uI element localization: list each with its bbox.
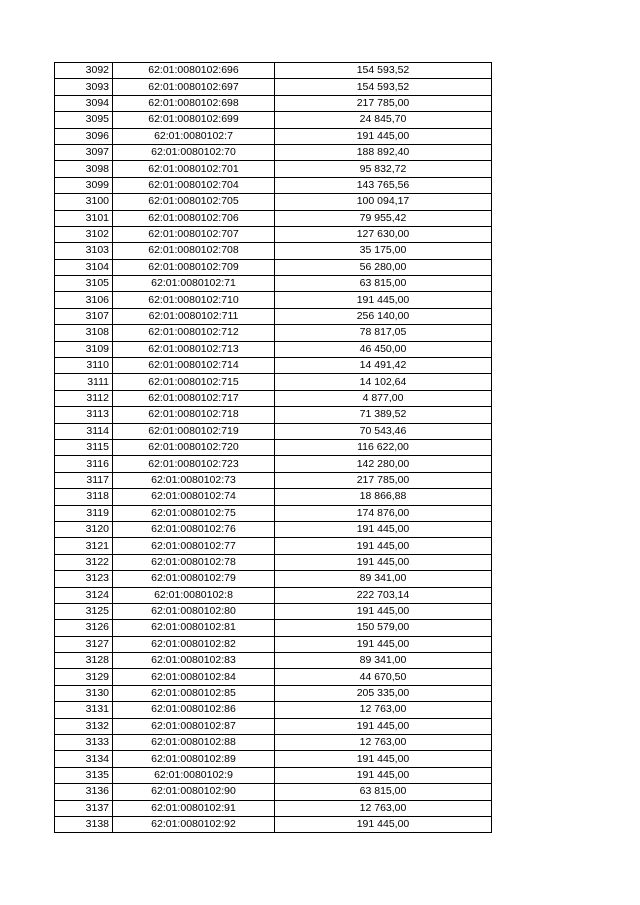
- table-row: [55, 358, 492, 374]
- value-cell: 63 815,00: [275, 784, 492, 800]
- table-row: [55, 702, 492, 718]
- row-number-cell: 3112: [55, 390, 113, 406]
- row-number-cell: 3138: [55, 816, 113, 832]
- table-row: [55, 489, 492, 505]
- value-cell: 89 341,00: [275, 571, 492, 587]
- cadastral-number-cell: 62:01:0080102:704: [113, 177, 275, 193]
- cadastral-number-cell: 62:01:0080102:90: [113, 784, 275, 800]
- cadastral-number-cell: 62:01:0080102:9: [113, 767, 275, 783]
- cadastral-number-cell: 62:01:0080102:706: [113, 210, 275, 226]
- row-number-cell: 3106: [55, 292, 113, 308]
- row-number-cell: 3130: [55, 685, 113, 701]
- cadastral-number-cell: 62:01:0080102:705: [113, 194, 275, 210]
- value-cell: 14 102,64: [275, 374, 492, 390]
- table-row: [55, 784, 492, 800]
- row-number-cell: 3124: [55, 587, 113, 603]
- value-cell: 63 815,00: [275, 276, 492, 292]
- value-cell: 70 543,46: [275, 423, 492, 439]
- cadastral-number-cell: 62:01:0080102:8: [113, 587, 275, 603]
- value-cell: 35 175,00: [275, 243, 492, 259]
- value-cell: 191 445,00: [275, 767, 492, 783]
- table-row: [55, 751, 492, 767]
- row-number-cell: 3120: [55, 521, 113, 537]
- row-number-cell: 3133: [55, 735, 113, 751]
- row-number-cell: 3134: [55, 751, 113, 767]
- value-cell: 12 763,00: [275, 800, 492, 816]
- table-row: [55, 669, 492, 685]
- row-number-cell: 3110: [55, 358, 113, 374]
- table-body: [55, 63, 492, 833]
- value-cell: 12 763,00: [275, 702, 492, 718]
- row-number-cell: 3108: [55, 325, 113, 341]
- table-row: [55, 210, 492, 226]
- row-number-cell: 3132: [55, 718, 113, 734]
- cadastral-value-table: [54, 62, 492, 833]
- table-row: [55, 718, 492, 734]
- table-row: [55, 636, 492, 652]
- cadastral-number-cell: 62:01:0080102:701: [113, 161, 275, 177]
- value-cell: 154 593,52: [275, 79, 492, 95]
- row-number-cell: 3131: [55, 702, 113, 718]
- cadastral-number-cell: 62:01:0080102:723: [113, 456, 275, 472]
- row-number-cell: 3116: [55, 456, 113, 472]
- table-row: [55, 685, 492, 701]
- value-cell: 217 785,00: [275, 472, 492, 488]
- value-cell: 174 876,00: [275, 505, 492, 521]
- row-number-cell: 3122: [55, 554, 113, 570]
- row-number-cell: 3119: [55, 505, 113, 521]
- value-cell: 142 280,00: [275, 456, 492, 472]
- table-row: [55, 325, 492, 341]
- cadastral-number-cell: 62:01:0080102:717: [113, 390, 275, 406]
- table-row: [55, 816, 492, 832]
- table-row: [55, 144, 492, 160]
- value-cell: 256 140,00: [275, 308, 492, 324]
- row-number-cell: 3107: [55, 308, 113, 324]
- cadastral-number-cell: 62:01:0080102:89: [113, 751, 275, 767]
- cadastral-number-cell: 62:01:0080102:71: [113, 276, 275, 292]
- table-row: [55, 194, 492, 210]
- row-number-cell: 3103: [55, 243, 113, 259]
- cadastral-number-cell: 62:01:0080102:696: [113, 63, 275, 79]
- value-cell: 143 765,56: [275, 177, 492, 193]
- table-row: [55, 308, 492, 324]
- table-row: [55, 735, 492, 751]
- value-cell: 188 892,40: [275, 144, 492, 160]
- value-cell: 222 703,14: [275, 587, 492, 603]
- cadastral-number-cell: 62:01:0080102:719: [113, 423, 275, 439]
- table-row: [55, 653, 492, 669]
- value-cell: 56 280,00: [275, 259, 492, 275]
- value-cell: 44 670,50: [275, 669, 492, 685]
- cadastral-number-cell: 62:01:0080102:708: [113, 243, 275, 259]
- row-number-cell: 3092: [55, 63, 113, 79]
- row-number-cell: 3125: [55, 603, 113, 619]
- row-number-cell: 3101: [55, 210, 113, 226]
- table-row: [55, 554, 492, 570]
- cadastral-number-cell: 62:01:0080102:88: [113, 735, 275, 751]
- row-number-cell: 3128: [55, 653, 113, 669]
- cadastral-number-cell: 62:01:0080102:697: [113, 79, 275, 95]
- cadastral-number-cell: 62:01:0080102:720: [113, 439, 275, 455]
- value-cell: 46 450,00: [275, 341, 492, 357]
- value-cell: 191 445,00: [275, 292, 492, 308]
- table-row: [55, 259, 492, 275]
- cadastral-number-cell: 62:01:0080102:91: [113, 800, 275, 816]
- value-cell: 100 094,17: [275, 194, 492, 210]
- value-cell: 78 817,05: [275, 325, 492, 341]
- value-cell: 205 335,00: [275, 685, 492, 701]
- row-number-cell: 3117: [55, 472, 113, 488]
- cadastral-number-cell: 62:01:0080102:84: [113, 669, 275, 685]
- cadastral-number-cell: 62:01:0080102:87: [113, 718, 275, 734]
- row-number-cell: 3113: [55, 407, 113, 423]
- table-row: [55, 603, 492, 619]
- row-number-cell: 3105: [55, 276, 113, 292]
- row-number-cell: 3095: [55, 112, 113, 128]
- cadastral-number-cell: 62:01:0080102:79: [113, 571, 275, 587]
- cadastral-number-cell: 62:01:0080102:70: [113, 144, 275, 160]
- value-cell: 191 445,00: [275, 751, 492, 767]
- table-row: [55, 407, 492, 423]
- table-row: [55, 112, 492, 128]
- cadastral-number-cell: 62:01:0080102:709: [113, 259, 275, 275]
- value-cell: 191 445,00: [275, 816, 492, 832]
- row-number-cell: 3100: [55, 194, 113, 210]
- cadastral-number-cell: 62:01:0080102:713: [113, 341, 275, 357]
- table-row: [55, 472, 492, 488]
- table-row: [55, 456, 492, 472]
- table-row: [55, 620, 492, 636]
- row-number-cell: 3098: [55, 161, 113, 177]
- table-row: [55, 79, 492, 95]
- row-number-cell: 3136: [55, 784, 113, 800]
- table-row: [55, 177, 492, 193]
- row-number-cell: 3126: [55, 620, 113, 636]
- cadastral-number-cell: 62:01:0080102:7: [113, 128, 275, 144]
- cadastral-number-cell: 62:01:0080102:73: [113, 472, 275, 488]
- cadastral-number-cell: 62:01:0080102:712: [113, 325, 275, 341]
- row-number-cell: 3099: [55, 177, 113, 193]
- value-cell: 24 845,70: [275, 112, 492, 128]
- row-number-cell: 3097: [55, 144, 113, 160]
- table-row: [55, 341, 492, 357]
- table-row: [55, 571, 492, 587]
- cadastral-number-cell: 62:01:0080102:86: [113, 702, 275, 718]
- table-row: [55, 161, 492, 177]
- row-number-cell: 3102: [55, 226, 113, 242]
- table-row: [55, 243, 492, 259]
- row-number-cell: 3115: [55, 439, 113, 455]
- table-row: [55, 505, 492, 521]
- value-cell: 191 445,00: [275, 718, 492, 734]
- cadastral-number-cell: 62:01:0080102:83: [113, 653, 275, 669]
- value-cell: 191 445,00: [275, 521, 492, 537]
- row-number-cell: 3129: [55, 669, 113, 685]
- table-row: [55, 63, 492, 79]
- value-cell: 14 491,42: [275, 358, 492, 374]
- table-row: [55, 95, 492, 111]
- value-cell: 18 866,88: [275, 489, 492, 505]
- table-row: [55, 521, 492, 537]
- cadastral-number-cell: 62:01:0080102:85: [113, 685, 275, 701]
- row-number-cell: 3121: [55, 538, 113, 554]
- value-cell: 191 445,00: [275, 603, 492, 619]
- cadastral-number-cell: 62:01:0080102:77: [113, 538, 275, 554]
- table-row: [55, 439, 492, 455]
- table-row: [55, 226, 492, 242]
- value-cell: 191 445,00: [275, 538, 492, 554]
- value-cell: 12 763,00: [275, 735, 492, 751]
- cadastral-number-cell: 62:01:0080102:92: [113, 816, 275, 832]
- cadastral-number-cell: 62:01:0080102:81: [113, 620, 275, 636]
- cadastral-number-cell: 62:01:0080102:78: [113, 554, 275, 570]
- row-number-cell: 3096: [55, 128, 113, 144]
- row-number-cell: 3118: [55, 489, 113, 505]
- cadastral-number-cell: 62:01:0080102:714: [113, 358, 275, 374]
- table-row: [55, 587, 492, 603]
- cadastral-number-cell: 62:01:0080102:76: [113, 521, 275, 537]
- table-row: [55, 390, 492, 406]
- row-number-cell: 3109: [55, 341, 113, 357]
- row-number-cell: 3127: [55, 636, 113, 652]
- table-row: [55, 423, 492, 439]
- value-cell: 116 622,00: [275, 439, 492, 455]
- row-number-cell: 3114: [55, 423, 113, 439]
- row-number-cell: 3111: [55, 374, 113, 390]
- table-row: [55, 800, 492, 816]
- value-cell: 191 445,00: [275, 636, 492, 652]
- row-number-cell: 3135: [55, 767, 113, 783]
- cadastral-number-cell: 62:01:0080102:718: [113, 407, 275, 423]
- value-cell: 191 445,00: [275, 554, 492, 570]
- table-row: [55, 292, 492, 308]
- value-cell: 127 630,00: [275, 226, 492, 242]
- row-number-cell: 3137: [55, 800, 113, 816]
- cadastral-number-cell: 62:01:0080102:80: [113, 603, 275, 619]
- value-cell: 150 579,00: [275, 620, 492, 636]
- cadastral-number-cell: 62:01:0080102:82: [113, 636, 275, 652]
- cadastral-number-cell: 62:01:0080102:74: [113, 489, 275, 505]
- cadastral-number-cell: 62:01:0080102:75: [113, 505, 275, 521]
- cadastral-number-cell: 62:01:0080102:698: [113, 95, 275, 111]
- table-row: [55, 374, 492, 390]
- table-row: [55, 538, 492, 554]
- cadastral-number-cell: 62:01:0080102:707: [113, 226, 275, 242]
- cadastral-number-cell: 62:01:0080102:699: [113, 112, 275, 128]
- value-cell: 95 832,72: [275, 161, 492, 177]
- value-cell: 79 955,42: [275, 210, 492, 226]
- value-cell: 191 445,00: [275, 128, 492, 144]
- value-cell: 89 341,00: [275, 653, 492, 669]
- row-number-cell: 3093: [55, 79, 113, 95]
- value-cell: 4 877,00: [275, 390, 492, 406]
- cadastral-number-cell: 62:01:0080102:710: [113, 292, 275, 308]
- row-number-cell: 3104: [55, 259, 113, 275]
- row-number-cell: 3094: [55, 95, 113, 111]
- row-number-cell: 3123: [55, 571, 113, 587]
- value-cell: 217 785,00: [275, 95, 492, 111]
- cadastral-number-cell: 62:01:0080102:715: [113, 374, 275, 390]
- value-cell: 71 389,52: [275, 407, 492, 423]
- value-cell: 154 593,52: [275, 63, 492, 79]
- table-row: [55, 128, 492, 144]
- cadastral-number-cell: 62:01:0080102:711: [113, 308, 275, 324]
- table-row: [55, 276, 492, 292]
- table-row: [55, 767, 492, 783]
